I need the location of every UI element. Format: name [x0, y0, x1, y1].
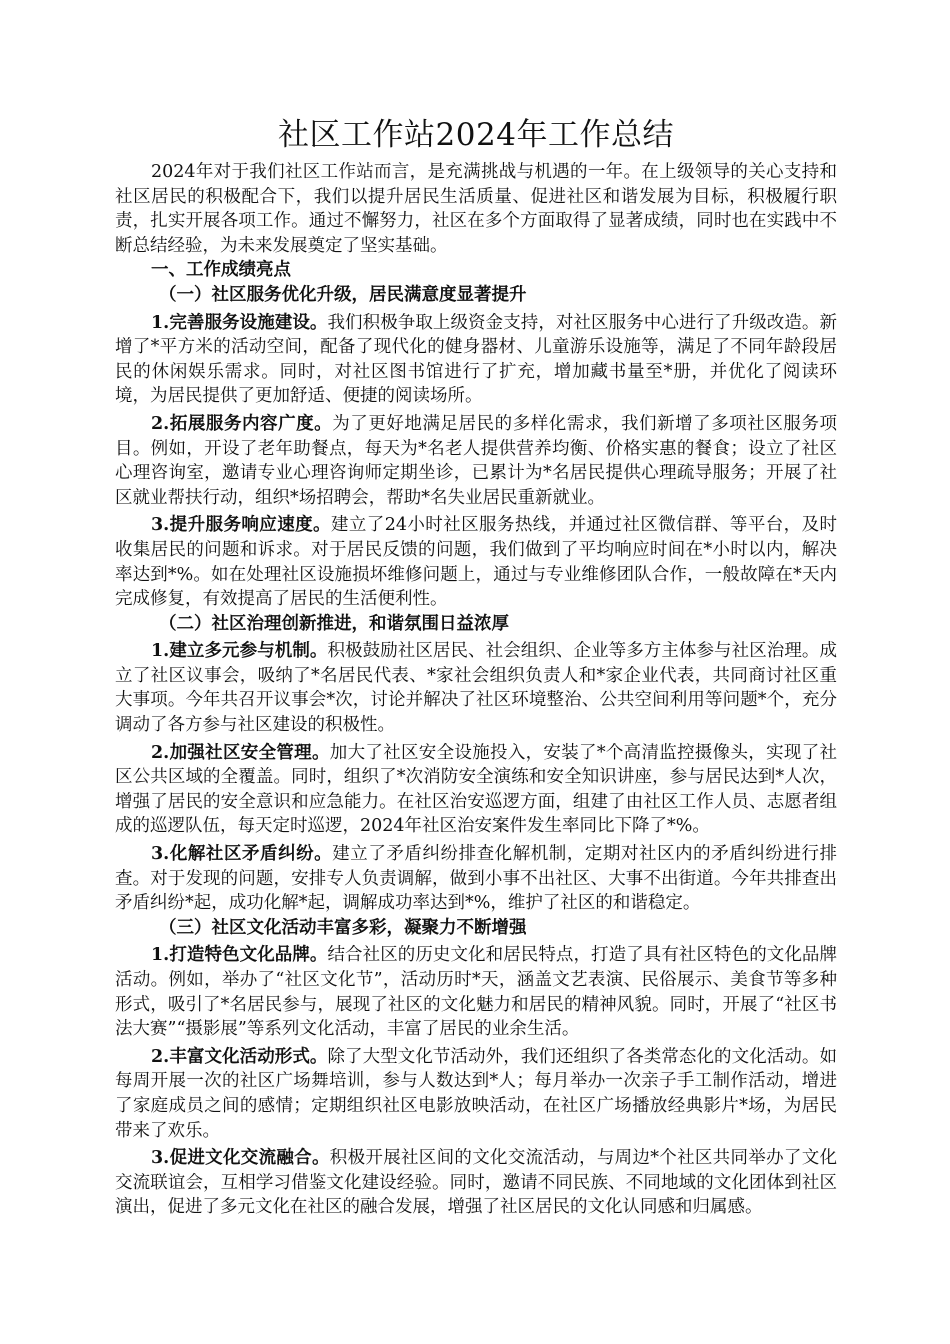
item-lead: 2.加强社区安全管理。	[151, 742, 330, 763]
item-lead: 3.化解社区矛盾纠纷。	[151, 844, 333, 865]
item-lead: 3.提升服务响应速度。	[151, 515, 331, 536]
subsection-heading: （三）社区文化活动丰富多彩，凝聚力不断增强	[159, 917, 527, 938]
item-text: 建立了矛盾纠纷排查化解机制，定期对社区内的矛盾纠纷进行排查。对于发现的问题，安排专人负责调解，做到小事不出社区、大事不出街道。今年共排查出矛盾纠纷*起，成功化解*起，调解成功率达到*%，维护了社区的和谐稳定。	[115, 844, 837, 914]
item-text: 建立了24小时社区服务热线，并通过社区微信群、等平台，及时收集居民的问题和诉求。对于居民反馈的问题，我们做到了平均响应时间在*小时以内，解决率达到*%。如在处理社区设施损坏维修问题上，通过与专业维修团队合作，一般故障在*天内完成修复，有效提高了居民的生活便利性。	[115, 515, 837, 610]
list-item	[115, 1146, 837, 1220]
list-item	[115, 842, 837, 916]
document-title: 社区工作站2024年工作总结	[278, 117, 674, 153]
item-text: 我们积极争取上级资金支持，对社区服务中心进行了升级改造。新增了*平方米的活动空间，配备了现代化的健身器材、儿童游乐设施等，满足了不同年龄段居民的休闲娱乐需求。同时，对社区图书馆进行了扩充，增加藏书量至*册，并优化了阅读环境，为居民提供了更加舒适、便捷的阅读场所。	[115, 312, 837, 407]
item-text: 积极开展社区间的文化交流活动，与周边*个社区共同举办了文化交流联谊会，互相学习借鉴文化建设经验。同时，邀请不同民族、不同地域的文化团体到社区演出，促进了多元文化在社区的融合发展，增强了社区居民的文化认同感和归属感。	[115, 1148, 837, 1218]
subsection-heading: （二）社区治理创新推进，和谐氛围日益浓厚	[159, 613, 509, 634]
list-item	[115, 1045, 837, 1143]
intro-paragraph: 2024年对于我们社区工作站而言，是充满挑战与机遇的一年。在上级领导的关心支持和社区居民的积极配合下，我们以提升居民生活质量、促进社区和谐发展为目标，积极履行职责，扎实开展各项工作。通过不懈努力，社区在多个方面取得了显著成绩，同时也在实践中不断总结经验，为未来发展奠定了坚实基础。	[115, 162, 837, 256]
list-item	[115, 513, 837, 611]
item-lead: 1.建立多元参与机制。	[151, 641, 328, 662]
item-lead: 3.促进文化交流融合。	[151, 1148, 330, 1169]
subsection-heading: （一）社区服务优化升级，居民满意度显著提升	[159, 284, 527, 305]
list-item	[115, 639, 837, 737]
item-lead: 2.丰富文化活动形式。	[151, 1046, 328, 1067]
item-text: 除了大型文化节活动外，我们还组织了各类常态化的文化活动。如每周开展一次的社区广场舞培训，参与人数达到*人；每月举办一次亲子手工制作活动，增进了家庭成员之间的感情；定期组织社区电影放映活动，在社区广场播放经典影片*场，为居民带来了欢乐。	[115, 1046, 837, 1141]
item-text: 为了更好地满足居民的多样化需求，我们新增了多项社区服务项目。例如，开设了老年助餐点，每天为*名老人提供营养均衡、价格实惠的餐食；设立了社区心理咨询室，邀请专业心理咨询师定期坐诊，已累计为*名居民提供心理疏导服务；开展了社区就业帮扶行动，组织*场招聘会，帮助*名失业居民重新就业。	[115, 413, 837, 508]
list-item	[115, 311, 837, 409]
item-lead: 1.完善服务设施建设。	[151, 312, 328, 333]
list-item	[115, 741, 837, 839]
item-text: 结合社区的历史文化和居民特点，打造了具有社区特色的文化品牌活动。例如，举办了“社区文化节”，活动历时*天，涵盖文艺表演、民俗展示、美食节等多种形式，吸引了*名居民参与，展现了社区的文化魅力和居民的精神风貌。同时，开展了“社区书法大赛”“摄影展”等系列文化活动，丰富了居民的业余生活。	[115, 945, 837, 1040]
list-item	[115, 943, 837, 1041]
document-page	[115, 112, 837, 1220]
item-text: 加大了社区安全设施投入，安装了*个高清监控摄像头，实现了社区公共区域的全覆盖。同时，组织了*次消防安全演练和安全知识讲座，参与居民达到*人次，增强了居民的安全意识和应急能力。在社区治安巡逻方面，组建了由社区工作人员、志愿者组成的巡逻队伍，每天定时巡逻，2024年社区治安案件发生率同比下降了*%。	[115, 742, 837, 837]
list-item	[115, 412, 837, 510]
section-heading: 一、工作成绩亮点	[151, 260, 291, 281]
item-text: 积极鼓励社区居民、社会组织、企业等多方主体参与社区治理。成立了社区议事会，吸纳了*名居民代表、*家社会组织负责人和*家企业代表，共同商讨社区重大事项。今年共召开议事会*次，讨论并解决了社区环境整治、公共空间利用等问题*个，充分调动了各方参与社区建设的积极性。	[115, 641, 837, 736]
item-lead: 2.拓展服务内容广度。	[151, 413, 333, 434]
item-lead: 1.打造特色文化品牌。	[151, 945, 328, 966]
